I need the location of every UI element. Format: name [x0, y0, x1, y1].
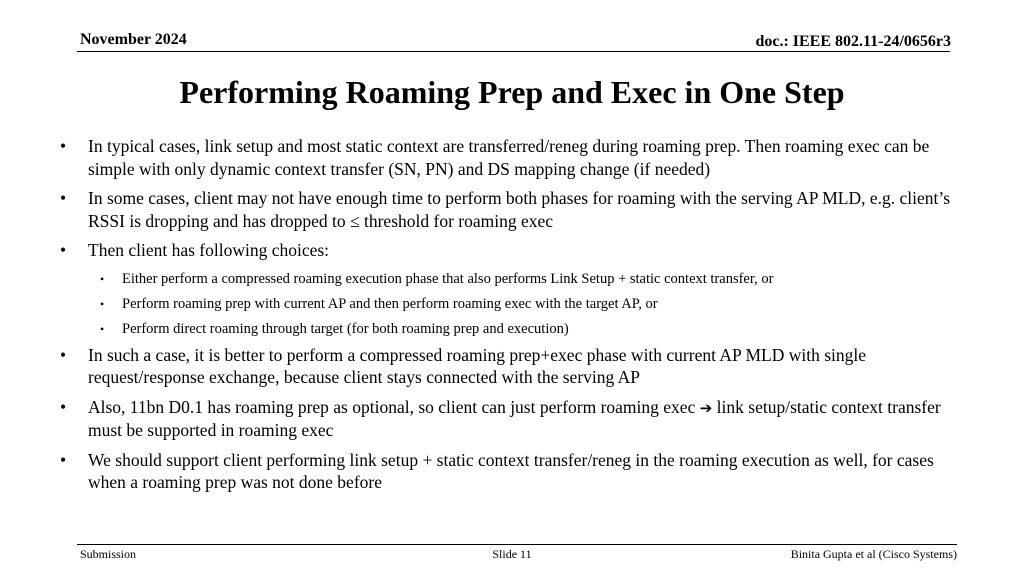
bullet-text: In such a case, it is better to perform a compressed roaming prep+exec phase with current AP MLD with single request/response exchange, because client stays connected with the serving AP	[88, 344, 867, 387]
bullet-text-after: link setup/static context transfer must be supported in roaming exec	[88, 396, 941, 440]
footer-submission: Submission	[80, 547, 137, 561]
sub-bullet-marker: •	[100, 321, 105, 336]
bullet-marker: •	[60, 136, 67, 156]
bullet-marker: •	[60, 449, 67, 470]
sub-bullet-item	[60, 319, 965, 339]
bullet-item	[60, 396, 965, 442]
sub-bullet-marker: •	[100, 296, 105, 311]
bullet-item	[60, 187, 965, 232]
bullet-item	[60, 344, 965, 389]
bullet-marker: •	[60, 396, 67, 417]
bullet-item	[60, 449, 965, 494]
sub-bullet-text: Perform direct roaming through target (for both roaming prep and execution)	[122, 320, 569, 337]
sub-bullet-item	[60, 269, 965, 289]
header-doc-id: doc.: IEEE 802.11-24/0656r3	[755, 33, 951, 50]
bullet-marker: •	[60, 344, 67, 365]
bullet-text: We should support client performing link setup + static context transfer/reneg in the roaming execution as well, for cases when a roaming prep was not done before	[88, 449, 934, 492]
footer-slide-number: Slide 11	[492, 547, 532, 561]
slide-body	[60, 135, 965, 501]
sub-bullet-text: Either perform a compressed roaming execution phase that also performs Link Setup + static context transfer, or	[122, 270, 774, 287]
bullet-item	[60, 239, 965, 262]
bullet-marker: •	[60, 188, 67, 208]
header-date: November 2024	[80, 31, 187, 48]
sub-bullet-item	[60, 294, 965, 314]
bullet-item	[60, 135, 965, 180]
bullet-text: In some cases, client may not have enough time to perform both phases for roaming with the serving AP MLD, e.g. client’s RSSI is dropping and has dropped to ≤ threshold for roaming exec	[88, 188, 951, 231]
bullet-text	[88, 397, 941, 441]
bullet-text-before: Also, 11bn D0.1 has roaming prep as optional, so client can just perform roaming exec	[88, 396, 700, 417]
header-divider	[77, 51, 950, 52]
right-arrow-icon: ➔	[699, 398, 713, 417]
bullet-text: Then client has following choices:	[88, 240, 330, 260]
bullet-marker: •	[60, 240, 67, 260]
footer-author: Binita Gupta et al (Cisco Systems)	[790, 547, 957, 561]
sub-bullet-marker: •	[100, 271, 105, 286]
sub-bullet-text: Perform roaming prep with current AP and then perform roaming exec with the target AP, or	[122, 295, 658, 312]
slide-title: Performing Roaming Prep and Exec in One Step	[179, 74, 845, 110]
footer-divider	[77, 544, 957, 545]
bullet-text: In typical cases, link setup and most static context are transferred/reneg during roaming prep. Then roaming exec can be simple with only dynamic context transfer (SN, PN) and DS mapping change (if needed)	[88, 136, 930, 179]
